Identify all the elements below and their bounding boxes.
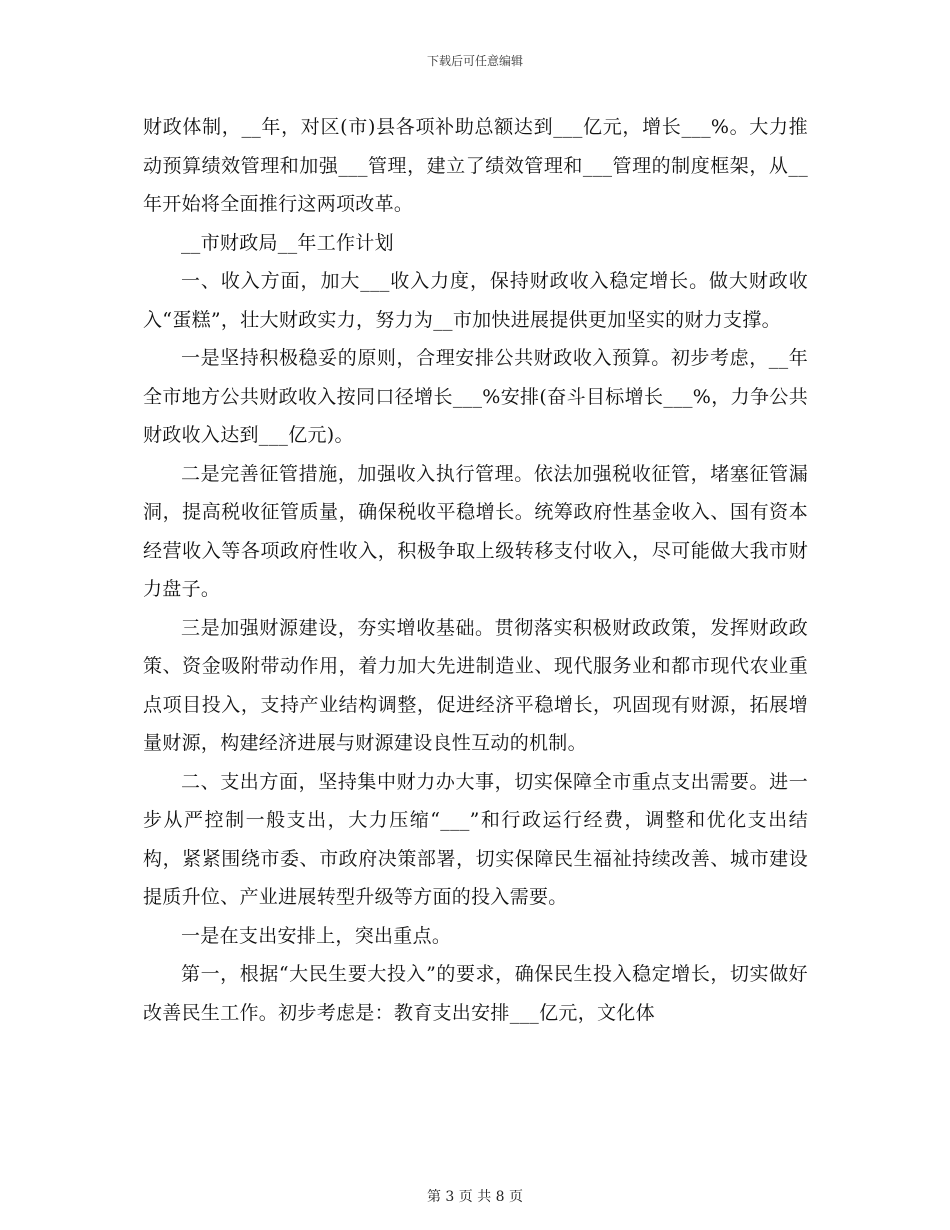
paragraph-income-point-2: 二是完善征管措施，加强收入执行管理。依法加强税收征管，堵塞征管漏洞，提高税收征管质量，确保税收平稳增长。统筹政府性基金收入、国有资本经营收入等各项政府性收入，积极争取上级转移支付收入，尽可能做大我市财力盘子。 (143, 462, 808, 600)
paragraph-expenditure-point-1: 一是在支出安排上，突出重点。 (181, 924, 452, 947)
paragraph-first-item: 第一，根据“大民生要大投入”的要求，确保民生投入稳定增长，切实做好改善民生工作。初步考虑是：教育支出安排___亿元，文化体 (143, 963, 808, 1024)
page-footer: 第 3 页 共 8 页 (426, 1189, 524, 1205)
document-body (143, 108, 808, 1032)
paragraph-income: 一、收入方面，加大___收入力度，保持财政收入稳定增长。做大财政收入“蛋糕”，壮大财政实力，努力为__市加快进展提供更加坚实的财力支撑。 (143, 270, 808, 331)
paragraph-income-point-1: 一是坚持积极稳妥的原则，合理安排公共财政收入预算。初步考虑，__年全市地方公共财政收入按同口径增长___%安排(奋斗目标增长___%，力争公共财政收入达到___亿元)。 (143, 347, 808, 446)
page-header: 下载后可任意编辑 (426, 54, 523, 68)
paragraph-expenditure: 二、支出方面，坚持集中财力办大事，切实保障全市重点支出需要。进一步从严控制一般支出，大力压缩“___”和行政运行经费，调整和优化支出结构，紧紧围绕市委、市政府决策部署，切实保障民生福祉持续改善、城市建设提质升位、产业进展转型升级等方面的投入需要。 (143, 770, 808, 908)
section-title: __市财政局__年工作计划 (181, 231, 394, 254)
paragraph-continuation: 财政体制，__年，对区(市)县各项补助总额达到___亿元，增长___%。大力推动预算绩效管理和加强___管理，建立了绩效管理和___管理的制度框架，从__年开始将全面推行这两项改革。 (143, 116, 808, 215)
paragraph-income-point-3: 三是加强财源建设，夯实增收基础。贯彻落实积极财政政策，发挥财政政策、资金吸附带动作用，着力加大先进制造业、现代服务业和都市现代农业重点项目投入，支持产业结构调整，促进经济平稳增长，巩固现有财源，拓展增量财源，构建经济进展与财源建设良性互动的机制。 (143, 616, 808, 754)
